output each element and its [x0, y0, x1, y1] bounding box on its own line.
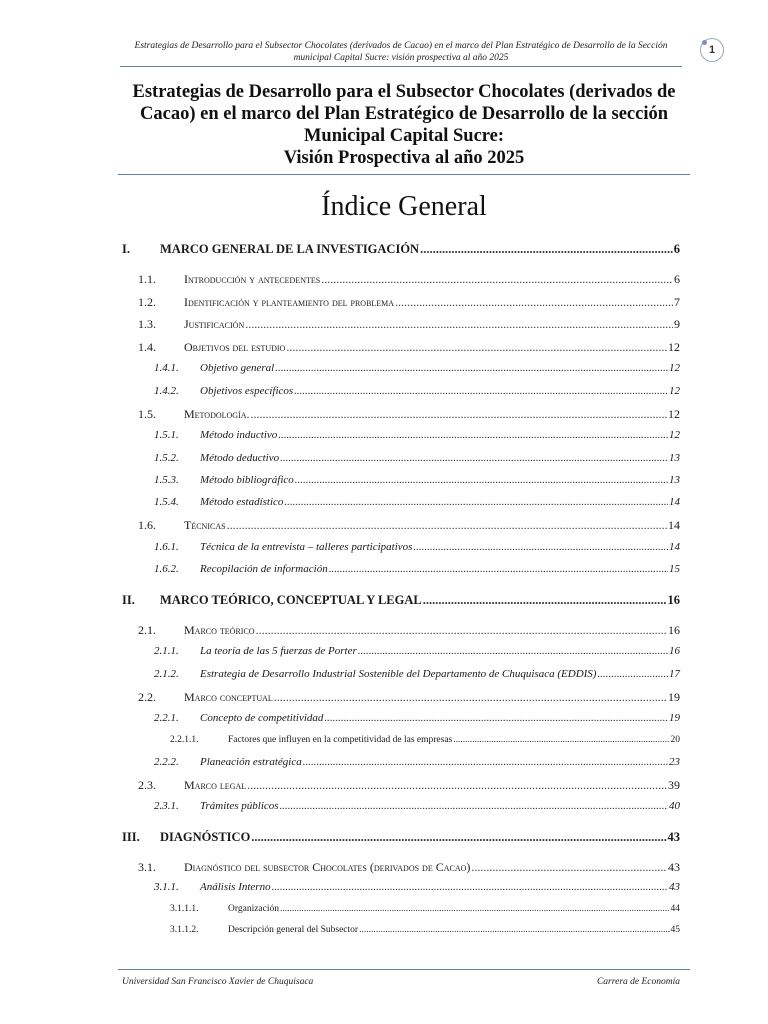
toc-entry-label: Recopilación de información — [200, 563, 328, 575]
toc-entry-label: Objetivos del estudio — [184, 340, 286, 354]
toc-leader-dots — [284, 496, 668, 508]
toc-entry-label: Análisis Interno — [200, 881, 271, 893]
toc-entry-page: 19 — [669, 712, 680, 724]
toc-entry-page: 12 — [669, 429, 680, 441]
toc-leader-dots — [321, 272, 673, 287]
toc-entry-page: 12 — [669, 362, 680, 374]
toc-entry-number: 2.1.2. — [154, 668, 179, 680]
toc-entry-label: Método deductivo — [200, 452, 280, 464]
toc-entry-page: 43 — [668, 860, 680, 874]
title-line-1: Estrategias de Desarrollo para el Subsector Chocolates (derivados de — [132, 82, 676, 102]
toc-entry-label: La teoría de las 5 fuerzas de Porter — [200, 645, 357, 657]
toc-entry-number: 2.3.1. — [154, 800, 179, 812]
toc-entry-number: 1.2. — [138, 295, 156, 309]
toc-entry-page: 16 — [667, 593, 680, 607]
toc-entry-label: MARCO TEÓRICO, CONCEPTUAL Y LEGAL — [160, 593, 422, 607]
toc-entry[interactable] — [138, 860, 680, 875]
toc-entry-page: 14 — [668, 518, 680, 532]
toc-leader-dots — [358, 645, 668, 657]
toc-leader-dots — [274, 690, 667, 705]
toc-entry-label: Técnica de la entrevista – talleres participativos — [200, 541, 413, 553]
toc-entry-number: 2.2. — [138, 690, 156, 704]
toc-entry-label: Objetivos específicos — [200, 385, 294, 397]
toc-entry-label: Marco legal — [184, 778, 247, 792]
toc-entry[interactable] — [154, 645, 680, 657]
toc-entry[interactable] — [138, 518, 680, 533]
toc-leader-dots — [280, 452, 668, 464]
toc-entry-page: 12 — [669, 385, 680, 397]
toc-leader-dots — [395, 295, 673, 310]
toc-leader-dots — [295, 474, 668, 486]
toc-entry-page: 9 — [674, 317, 680, 331]
toc-entry-page: 15 — [669, 563, 680, 575]
toc-entry[interactable] — [122, 242, 680, 257]
toc-entry[interactable] — [138, 623, 680, 638]
toc-entry[interactable] — [138, 272, 680, 287]
toc-entry[interactable] — [170, 904, 680, 914]
page-number: 1 — [708, 44, 716, 56]
toc-leader-dots — [286, 340, 667, 355]
toc-leader-dots — [413, 541, 668, 553]
toc-entry-number: 1.6.1. — [154, 541, 179, 553]
title-line-3: Municipal Capital Sucre: — [303, 126, 505, 146]
toc-entry[interactable] — [170, 925, 680, 935]
toc-leader-dots — [294, 385, 668, 397]
toc-leader-dots — [280, 800, 668, 812]
toc-entry-number: I. — [122, 242, 130, 256]
toc-entry[interactable] — [154, 385, 680, 397]
toc-entry-page: 17 — [669, 668, 680, 680]
toc-leader-dots — [359, 925, 669, 935]
toc-leader-dots — [275, 362, 668, 374]
toc-entry-number: 1.4. — [138, 340, 156, 354]
toc-entry[interactable] — [122, 830, 680, 845]
toc-leader-dots — [227, 518, 667, 533]
toc-entry-page: 40 — [669, 800, 680, 812]
toc-entry-label: Identificación y planteamiento del problema — [184, 295, 395, 309]
toc-entry-number: 2.2.2. — [154, 756, 179, 768]
toc-leader-dots — [423, 593, 667, 608]
toc-entry-number: 1.5.4. — [154, 496, 179, 508]
toc-entry[interactable] — [122, 593, 680, 608]
toc-entry-number: 1.5.1. — [154, 429, 179, 441]
toc-entry-number: 1.1. — [138, 272, 156, 286]
toc-entry-page: 12 — [668, 340, 680, 354]
toc-entry-label: Descripción general del Subsector — [228, 925, 359, 935]
toc-leader-dots — [251, 407, 667, 422]
toc-entry-label: Técnicas — [184, 518, 226, 532]
footer-divider — [118, 969, 690, 970]
toc-entry[interactable] — [138, 690, 680, 705]
toc-entry[interactable] — [154, 474, 680, 486]
toc-entry-number: 2.2.1.1. — [170, 735, 199, 745]
running-header: Estrategias de Desarrollo para el Subsector Chocolates (derivados de Cacao) en el marco del Plan Estratégico de Desarrollo de la Sección municipal Capital Sucre: visión prospectiva al año 2025 — [120, 40, 682, 67]
toc-entry-page: 20 — [670, 735, 680, 745]
toc-entry-page: 14 — [669, 541, 680, 553]
toc-entry[interactable] — [154, 429, 680, 441]
toc-leader-dots — [280, 904, 670, 914]
toc-entry-label: Método estadístico — [200, 496, 284, 508]
toc-entry-label: Método inductivo — [200, 429, 278, 441]
toc-entry-number: 3.1.1.2. — [170, 925, 199, 935]
toc-leader-dots — [471, 860, 667, 875]
index-heading: Índice General — [321, 191, 487, 222]
toc-entry-page: 16 — [668, 623, 680, 637]
toc-leader-dots — [453, 735, 669, 745]
toc-entry-label: Justificación — [184, 317, 245, 331]
toc-entry[interactable] — [138, 340, 680, 355]
toc-entry-label: Estrategia de Desarrollo Industrial Sostenible del Departamento de Chuquisaca (EDDIS) — [200, 668, 597, 680]
footer-university: Universidad San Francisco Xavier de Chuquisaca — [122, 977, 314, 987]
toc-entry-number: 1.5.2. — [154, 452, 179, 464]
toc-entry-page: 14 — [669, 496, 680, 508]
toc-entry-label: Metodología. — [184, 407, 250, 421]
toc-entry-page: 13 — [669, 474, 680, 486]
toc-entry-page: 16 — [669, 645, 680, 657]
toc-entry-number: 1.4.1. — [154, 362, 179, 374]
toc-entry-page: 43 — [669, 881, 680, 893]
title-line-2: Cacao) en el marco del Plan Estratégico de Desarrollo de la sección — [140, 104, 668, 124]
toc-entry[interactable] — [138, 295, 680, 310]
toc-entry-page: 7 — [674, 295, 680, 309]
toc-entry-page: 45 — [670, 925, 680, 935]
toc-entry-number: 1.5. — [138, 407, 156, 421]
toc-leader-dots — [329, 563, 668, 575]
toc-entry-number: III. — [122, 830, 140, 844]
toc-entry[interactable] — [154, 668, 680, 680]
toc-entry[interactable] — [154, 881, 680, 893]
toc-entry-page: 43 — [667, 830, 680, 844]
toc-leader-dots — [597, 668, 668, 680]
toc-entry-label: Introducción y antecedentes — [184, 272, 321, 286]
toc-entry-label: MARCO GENERAL DE LA INVESTIGACIÓN — [160, 242, 420, 256]
toc-entry-number: 2.2.1. — [154, 712, 179, 724]
toc-leader-dots — [251, 830, 666, 845]
title-line-4: Visión Prospectiva al año 2025 — [283, 148, 525, 168]
toc-entry-number: 2.3. — [138, 778, 156, 792]
toc-entry-label: Diagnóstico del subsector Chocolates (derivados de Cacao) — [184, 860, 471, 874]
toc-entry[interactable] — [138, 407, 680, 422]
toc-leader-dots — [303, 756, 668, 768]
toc-entry-page: 6 — [674, 272, 680, 286]
toc-leader-dots — [278, 429, 668, 441]
toc-entry-number: 1.6. — [138, 518, 156, 532]
toc-leader-dots — [272, 881, 668, 893]
toc-entry-page: 6 — [673, 242, 680, 256]
toc-entry-number: 2.1. — [138, 623, 156, 637]
toc-entry[interactable] — [154, 756, 680, 768]
toc-entry-label: Factores que influyen en la competitividad de las empresas — [228, 735, 453, 745]
toc-entry-label: Objetivo general — [200, 362, 275, 374]
toc-entry-label: Concepto de competitividad — [200, 712, 324, 724]
toc-entry-page: 19 — [668, 690, 680, 704]
toc-entry-label: Marco conceptual — [184, 690, 273, 704]
footer-department: Carrera de Economía — [596, 977, 680, 987]
toc-entry-page: 39 — [668, 778, 680, 792]
toc-entry[interactable] — [170, 735, 680, 745]
toc-entry-page: 12 — [668, 407, 680, 421]
toc-leader-dots — [245, 317, 673, 332]
toc-entry-label: Planeación estratégica — [200, 756, 302, 768]
toc-entry-label: Método bibliográfico — [200, 474, 294, 486]
toc-entry[interactable] — [154, 496, 680, 508]
toc-entry-label: Marco teórico — [184, 623, 255, 637]
toc-entry[interactable] — [154, 563, 680, 575]
toc-leader-dots — [247, 778, 667, 793]
toc-leader-dots — [256, 623, 667, 638]
toc-entry-number: 1.6.2. — [154, 563, 179, 575]
toc-leader-dots — [420, 242, 673, 257]
toc-entry-number: II. — [122, 593, 135, 607]
toc-entry-number: 3.1.1. — [154, 881, 179, 893]
toc-entry-label: DIAGNÓSTICO — [160, 830, 251, 844]
toc-entry[interactable] — [138, 317, 680, 332]
toc-leader-dots — [324, 712, 668, 724]
toc-entry-number: 1.5.3. — [154, 474, 179, 486]
toc-entry[interactable] — [154, 712, 680, 724]
toc-entry[interactable] — [154, 800, 680, 812]
toc-entry-number: 3.1. — [138, 860, 156, 874]
toc-entry-number: 1.4.2. — [154, 385, 179, 397]
toc-entry-number: 1.3. — [138, 317, 156, 331]
toc-entry[interactable] — [154, 541, 680, 553]
toc-entry-page: 44 — [670, 904, 680, 914]
toc-entry-number: 3.1.1.1. — [170, 904, 199, 914]
toc-entry-number: 2.1.1. — [154, 645, 179, 657]
toc-entry-page: 23 — [669, 756, 680, 768]
toc-entry-label: Trámites públicos — [200, 800, 279, 812]
toc-entry-page: 13 — [669, 452, 680, 464]
toc-entry-label: Organización — [228, 904, 279, 914]
toc-entry[interactable] — [154, 362, 680, 374]
toc-entry[interactable] — [154, 452, 680, 464]
toc-entry[interactable] — [138, 778, 680, 793]
